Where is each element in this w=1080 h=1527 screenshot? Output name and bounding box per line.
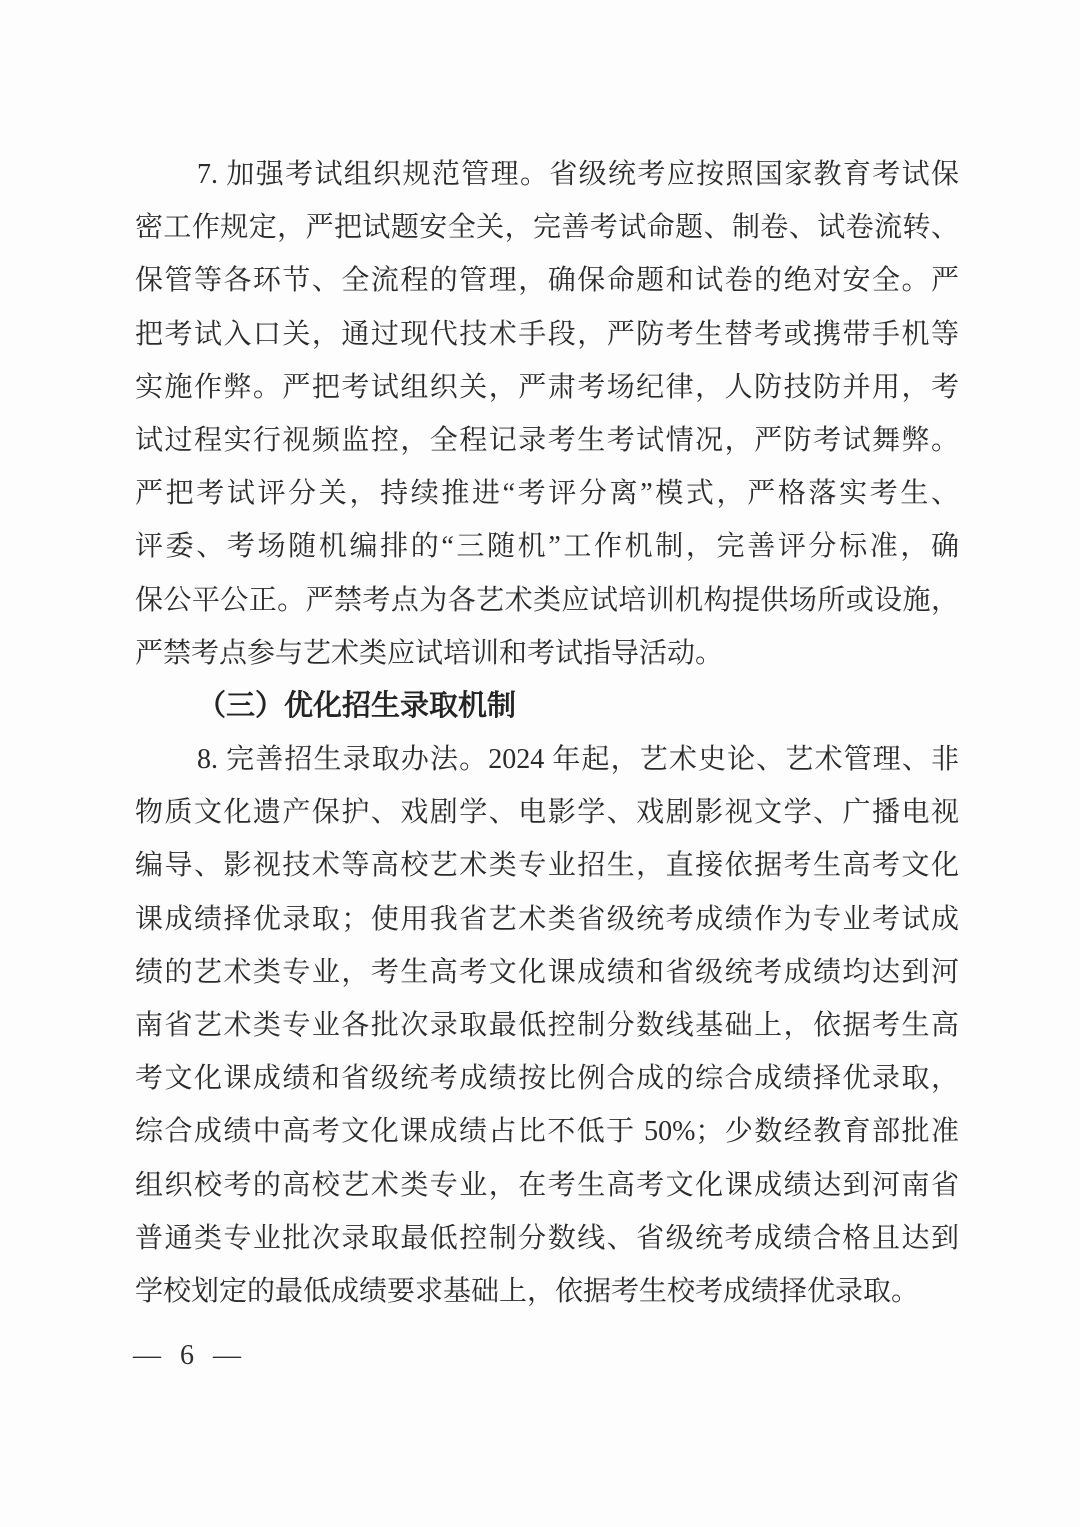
- text-line: 密工作规定，严把试题安全关，完善考试命题、制卷、试卷流转、: [135, 212, 959, 244]
- text-line: 8. 完善招生录取办法。2024 年起，艺术史论、艺术管理、非: [197, 744, 959, 776]
- text-line: 学校划定的最低成绩要求基础上，依据考生校考成绩择优录取。: [135, 1275, 920, 1307]
- text-line: 实施作弊。严把考试组织关，严肃考场纪律，人防技防并用，考: [135, 371, 959, 403]
- text-line: 把考试入口关，通过现代技术手段，严防考生替考或携带手机等: [135, 318, 959, 350]
- text-line: 7. 加强考试组织规范管理。省级统考应按照国家教育考试保: [197, 159, 959, 190]
- text-line: 课成绩择优录取；使用我省艺术类省级统考成绩作为专业考试成: [135, 903, 959, 935]
- section-heading-3: （三）优化招生录取机制: [197, 689, 517, 722]
- paragraph-8: [135, 733, 959, 1318]
- text-line: 考文化课成绩和省级统考成绩按比例合成的综合成绩择优录取，: [135, 1063, 959, 1095]
- document-body: [135, 148, 959, 1318]
- text-line: 保公平公正。严禁考点为各艺术类应试培训机构提供场所或设施，: [135, 584, 959, 616]
- text-line: 保管等各环节、全流程的管理，确保命题和试卷的绝对安全。严: [135, 265, 959, 297]
- text-line: 试过程实行视频监控，全程记录考生考试情况，严防考试舞弊。: [135, 424, 959, 456]
- paragraph-7: [135, 148, 959, 680]
- text-line: 评委、考场随机编排的“三随机”工作机制，完善评分标准，确: [135, 531, 959, 563]
- text-line: 组织校考的高校艺术类专业，在考生高考文化课成绩达到河南省: [135, 1169, 959, 1201]
- text-line: 综合成绩中高考文化课成绩占比不低于 50%；少数经教育部批准: [135, 1116, 959, 1148]
- page-number: — 6 —: [133, 1340, 244, 1371]
- text-line: 严禁考点参与艺术类应试培训和考试指导活动。: [135, 637, 724, 669]
- text-line: 绩的艺术类专业，考生高考文化课成绩和省级统考成绩均达到河: [135, 956, 959, 988]
- text-line: 南省艺术类专业各批次录取最低控制分数线基础上，依据考生高: [135, 1010, 959, 1041]
- text-line: 严把考试评分关，持续推进“考评分离”模式，严格落实考生、: [135, 478, 959, 510]
- text-line: 普通类专业批次录取最低控制分数线、省级统考成绩合格且达到: [135, 1222, 959, 1254]
- text-line: 编导、影视技术等高校艺术类专业招生，直接依据考生高考文化: [135, 850, 959, 882]
- text-line: 物质文化遗产保护、戏剧学、电影学、戏剧影视文学、广播电视: [135, 797, 959, 829]
